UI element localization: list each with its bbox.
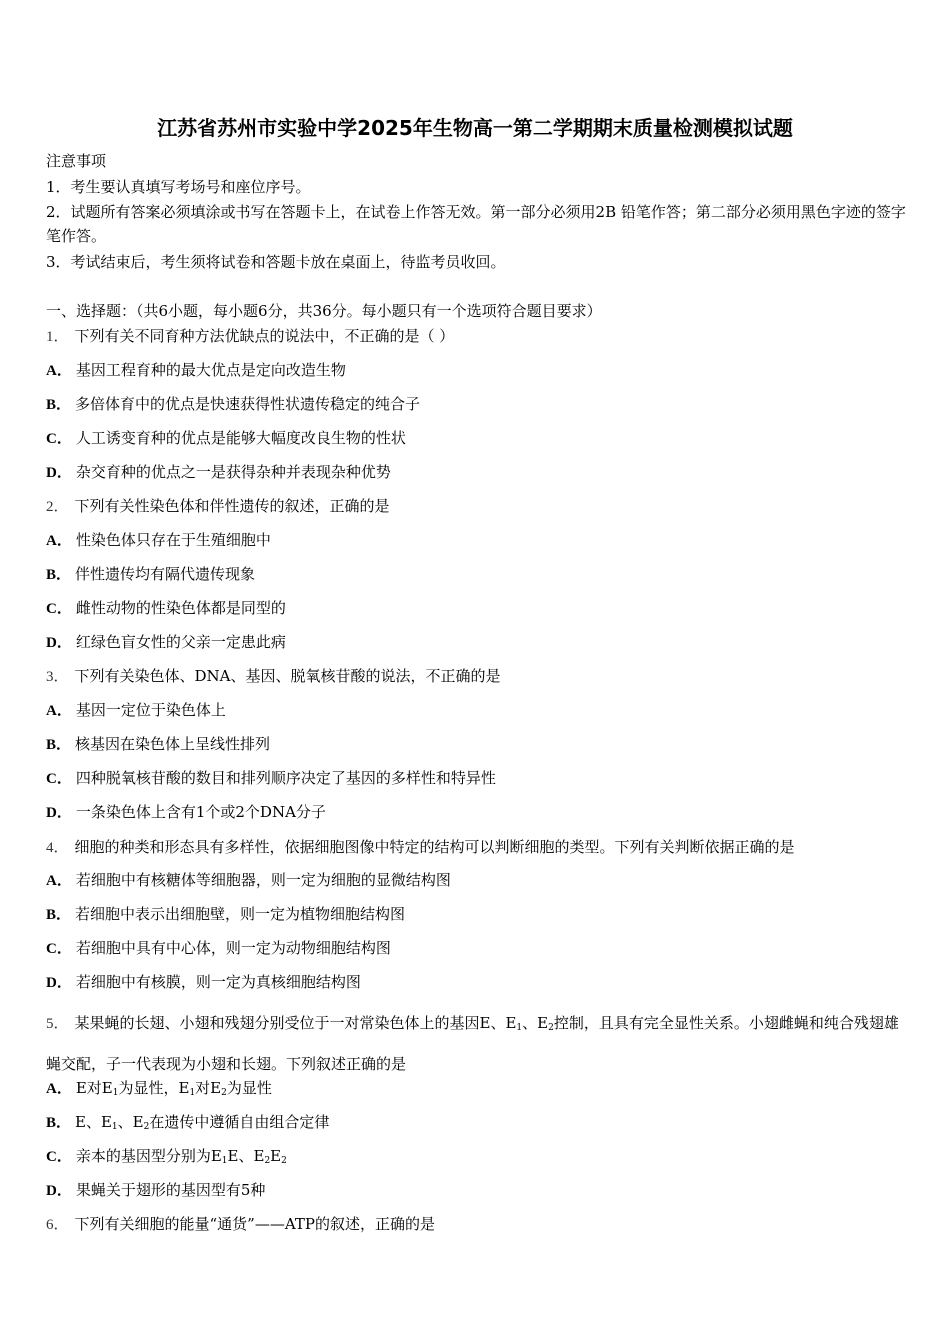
- question-number: 2．: [46, 499, 69, 515]
- option-1b: B． 多倍体育中的优点是快速获得性状遗传稳定的纯合子: [46, 395, 421, 413]
- notice-item-2: 2．试题所有答案必须填涂或书写在答题卡上，在试卷上作答无效。第一部分必须用2B 铅笔作答；第二部分必须用黑色字迹的签字笔作答。: [46, 203, 906, 245]
- option-4a: A． 若细胞中有核糖体等细胞器，则一定为细胞的显微结构图: [46, 871, 451, 889]
- option-5b: B． E、$E_1$、$E_2$在遗传中遵循自由组合定律: [46, 1113, 330, 1132]
- option-4d: D． 若细胞中有核膜，则一定为真核细胞结构图: [46, 973, 361, 991]
- option-2b: B． 伴性遗传均有隔代遗传现象: [46, 565, 256, 583]
- option-1c: C． 人工诱变育种的优点是能够大幅度改良生物的性状: [46, 429, 406, 447]
- option-4b: B． 若细胞中表示出细胞壁，则一定为植物细胞结构图: [46, 905, 406, 923]
- option-5d: D． 果蝇关于翅形的基因型有5种: [46, 1181, 266, 1199]
- page-title: 江苏省苏州市实验中学2025年生物高一第二学期期末质量检测模拟试题: [157, 116, 793, 140]
- question-6: [46, 1214, 910, 1235]
- question-4: [46, 837, 910, 858]
- option-2d: D． 红绿色盲女性的父亲一定患此病: [46, 633, 286, 651]
- question-3: [46, 666, 910, 687]
- notice-heading: 注意事项: [46, 152, 107, 170]
- option-5a: A． E对$E_1$为显性，$E_1$对$E_2$为显性: [46, 1079, 272, 1098]
- notice-item-1: 1．考生要认真填写考场号和座位序号。: [46, 178, 311, 196]
- question-number: 1．: [46, 329, 69, 345]
- question-number: 5．: [46, 1016, 69, 1032]
- option-1d: D． 杂交育种的优点之一是获得杂种并表现杂种优势: [46, 463, 391, 481]
- option-1a: A． 基因工程育种的最大优点是定向改造生物: [46, 361, 346, 379]
- question-stem: 细胞的种类和形态具有多样性，依据细胞图像中特定的结构可以判断细胞的类型。下列有关判断依据正确的是: [74, 838, 795, 856]
- question-5: 5． 某果蝇的长翅、小翅和残翅分别受位于一对常染色体上的基因E、$E_1$、$E_2$控制，且具有完全显性关系。小翅雌蝇和纯合残翅雄蝇交配，子一代表现为小翅和长翅。下列叙述正确的是: [46, 1014, 899, 1073]
- question-number: 4．: [46, 840, 69, 856]
- notice-item-3: 3．考试结束后，考生须将试卷和答题卡放在桌面上，待监考员收回。: [46, 253, 506, 271]
- option-2c: C． 雌性动物的性染色体都是同型的: [46, 599, 286, 617]
- option-4c: C． 若细胞中具有中心体，则一定为动物细胞结构图: [46, 939, 391, 957]
- question-stem: 下列有关细胞的能量“通货”——ATP的叙述，正确的是: [74, 1215, 435, 1233]
- section-heading: 一、选择题：（共6小题，每小题6分，共36分。每小题只有一个选项符合题目要求）: [46, 302, 602, 320]
- question-stem: 下列有关不同育种方法优缺点的说法中，不正确的是（ ）: [74, 327, 455, 345]
- question-2: [46, 496, 910, 517]
- question-number: 6．: [46, 1217, 69, 1233]
- option-3a: A． 基因一定位于染色体上: [46, 701, 226, 719]
- question-1: [46, 326, 910, 347]
- question-stem: 下列有关染色体、DNA、基因、脱氧核苷酸的说法，不正确的是: [74, 667, 501, 685]
- option-3c: C． 四种脱氧核苷酸的数目和排列顺序决定了基因的多样性和特异性: [46, 769, 496, 787]
- option-2a: A． 性染色体只存在于生殖细胞中: [46, 531, 271, 549]
- option-3b: B． 核基因在染色体上呈线性排列: [46, 735, 271, 753]
- question-stem: 下列有关性染色体和伴性遗传的叙述，正确的是: [74, 497, 390, 515]
- option-3d: D． 一条染色体上含有1个或2个DNA分子: [46, 803, 326, 821]
- option-5c: C． 亲本的基因型分别为$E_1E$、$E_2E_2$: [46, 1147, 287, 1166]
- question-number: 3．: [46, 669, 69, 685]
